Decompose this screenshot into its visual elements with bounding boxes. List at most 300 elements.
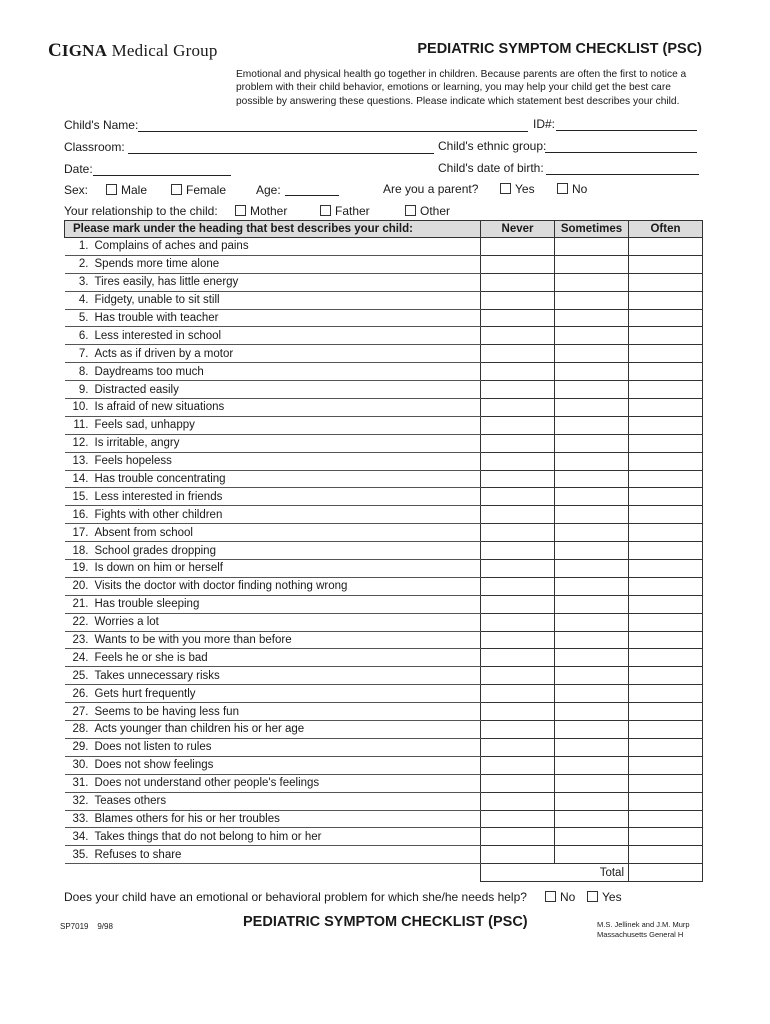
answer-cell-often[interactable]	[629, 810, 703, 828]
table-row	[65, 828, 703, 846]
item-number: 35.	[72, 848, 89, 861]
mother-option[interactable]	[235, 204, 287, 218]
id-label: ID#:	[533, 117, 556, 131]
answer-cell-often[interactable]	[629, 470, 703, 488]
form-code: SP7019 9/98	[60, 922, 113, 931]
answer-cell-often[interactable]	[629, 721, 703, 739]
item-number: 16.	[72, 508, 89, 521]
mother-label: Mother	[250, 204, 288, 218]
table-row	[65, 631, 703, 649]
symptom-item	[65, 238, 481, 256]
instruction-header: Please mark under the heading that best describes your child:	[65, 221, 481, 238]
answer-cell-never[interactable]	[481, 738, 555, 756]
answer-cell-often[interactable]	[629, 828, 703, 846]
answer-cell-sometimes[interactable]	[555, 524, 629, 542]
item-label: School grades dropping	[94, 544, 216, 557]
item-number: 32.	[72, 795, 89, 808]
item-number: 23.	[72, 634, 89, 647]
symptom-item	[65, 273, 481, 291]
answer-cell-sometimes[interactable]	[555, 381, 629, 399]
answer-cell-sometimes[interactable]	[555, 309, 629, 327]
answer-cell-often[interactable]	[629, 309, 703, 327]
table-row	[65, 810, 703, 828]
answer-cell-sometimes[interactable]	[555, 577, 629, 595]
table-row	[65, 774, 703, 792]
item-label: Feels he or she is bad	[94, 651, 208, 664]
answer-cell-sometimes[interactable]	[555, 255, 629, 273]
item-number: 3.	[78, 276, 89, 289]
item-number: 21.	[72, 598, 89, 611]
answer-cell-sometimes[interactable]	[555, 774, 629, 792]
answer-cell-sometimes[interactable]	[555, 560, 629, 578]
symptom-item	[65, 560, 481, 578]
answer-cell-sometimes[interactable]	[555, 685, 629, 703]
item-label: Spends more time alone	[94, 258, 220, 271]
answer-cell-never[interactable]	[481, 524, 555, 542]
help-yes-label: Yes	[602, 890, 622, 904]
id-field[interactable]	[556, 130, 697, 131]
answer-cell-never[interactable]	[481, 542, 555, 560]
answer-cell-never[interactable]	[481, 434, 555, 452]
item-label: Has trouble sleeping	[94, 598, 200, 611]
parent-question: Are you a parent?	[383, 182, 479, 196]
item-label: Gets hurt frequently	[94, 687, 196, 700]
item-label: Less interested in school	[94, 329, 222, 342]
table-row	[65, 238, 703, 256]
answer-cell-sometimes[interactable]	[555, 399, 629, 417]
symptom-item	[65, 506, 481, 524]
item-number: 14.	[72, 473, 89, 486]
parent-no-option[interactable]	[557, 182, 587, 196]
answer-cell-often[interactable]	[629, 434, 703, 452]
age-field[interactable]	[285, 195, 339, 196]
other-option[interactable]	[405, 204, 450, 218]
answer-cell-never[interactable]	[481, 273, 555, 291]
form-title: PEDIATRIC SYMPTOM CHECKLIST (PSC)	[417, 41, 702, 57]
symptom-item	[65, 756, 481, 774]
cigna-logo: CIGNA Medical Group	[48, 40, 218, 61]
symptom-item	[65, 703, 481, 721]
classroom-field[interactable]	[128, 153, 434, 154]
answer-cell-often[interactable]	[629, 613, 703, 631]
answer-cell-often[interactable]	[629, 792, 703, 810]
table-row	[65, 291, 703, 309]
answer-cell-never[interactable]	[481, 649, 555, 667]
answer-cell-often[interactable]	[629, 631, 703, 649]
answer-cell-often[interactable]	[629, 649, 703, 667]
item-label: Does not listen to rules	[94, 741, 212, 754]
table-row	[65, 667, 703, 685]
sex-label: Sex:	[64, 183, 89, 197]
answer-cell-often[interactable]	[629, 488, 703, 506]
table-header-row	[65, 221, 703, 238]
answer-cell-sometimes[interactable]	[555, 291, 629, 309]
answer-cell-sometimes[interactable]	[555, 649, 629, 667]
answer-cell-never[interactable]	[481, 309, 555, 327]
item-number: 12.	[72, 437, 89, 450]
answer-cell-sometimes[interactable]	[555, 828, 629, 846]
symptom-item	[65, 774, 481, 792]
answer-cell-often[interactable]	[629, 506, 703, 524]
symptom-item	[65, 488, 481, 506]
symptom-item	[65, 470, 481, 488]
item-label: Takes unnecessary risks	[94, 669, 220, 682]
help-no-label: No	[560, 890, 576, 904]
table-row	[65, 792, 703, 810]
item-number: 6.	[78, 329, 89, 342]
item-number: 29.	[72, 741, 89, 754]
table-row	[65, 416, 703, 434]
parent-yes-label: Yes	[515, 182, 535, 196]
item-label: Seems to be having less fun	[94, 705, 239, 718]
answer-cell-often[interactable]	[629, 255, 703, 273]
symptom-item	[65, 595, 481, 613]
male-label: Male	[121, 183, 148, 197]
symptom-item	[65, 399, 481, 417]
symptom-item	[65, 738, 481, 756]
answer-cell-never[interactable]	[481, 721, 555, 739]
answer-cell-often[interactable]	[629, 685, 703, 703]
answer-cell-never[interactable]	[481, 560, 555, 578]
answer-cell-never[interactable]	[481, 631, 555, 649]
item-number: 22.	[72, 616, 89, 629]
answer-cell-never[interactable]	[481, 577, 555, 595]
answer-cell-often[interactable]	[629, 345, 703, 363]
item-label: Fidgety, unable to sit still	[94, 294, 220, 307]
answer-cell-often[interactable]	[629, 524, 703, 542]
item-number: 4.	[78, 294, 89, 307]
table-row	[65, 613, 703, 631]
item-number: 33.	[72, 812, 89, 825]
answer-cell-never[interactable]	[481, 470, 555, 488]
item-number: 24.	[72, 651, 89, 664]
item-number: 31.	[72, 777, 89, 790]
answer-cell-never[interactable]	[481, 792, 555, 810]
item-number: 17.	[72, 526, 89, 539]
table-row	[65, 756, 703, 774]
item-label: Visits the doctor with doctor finding nothing wrong	[94, 580, 348, 593]
footer-title: PEDIATRIC SYMPTOM CHECKLIST (PSC)	[243, 914, 528, 930]
answer-cell-sometimes[interactable]	[555, 506, 629, 524]
other-label: Other	[420, 204, 451, 218]
symptom-item	[65, 613, 481, 631]
answer-cell-never[interactable]	[481, 595, 555, 613]
other-checkbox[interactable]	[405, 205, 416, 216]
father-label: Father	[335, 204, 370, 218]
answer-cell-sometimes[interactable]	[555, 846, 629, 864]
table-row	[65, 721, 703, 739]
child-name-field[interactable]	[138, 131, 528, 132]
item-label: Daydreams too much	[94, 365, 204, 378]
symptom-item	[65, 828, 481, 846]
answer-cell-never[interactable]	[481, 613, 555, 631]
symptom-table	[64, 220, 703, 882]
symptom-item	[65, 416, 481, 434]
answer-cell-sometimes[interactable]	[555, 810, 629, 828]
symptom-item	[65, 721, 481, 739]
column-often: Often	[629, 221, 703, 238]
item-number: 19.	[72, 562, 89, 575]
item-number: 26.	[72, 687, 89, 700]
item-number: 18.	[72, 544, 89, 557]
symptom-item	[65, 524, 481, 542]
symptom-item	[65, 542, 481, 560]
answer-cell-sometimes[interactable]	[555, 756, 629, 774]
answer-cell-never[interactable]	[481, 506, 555, 524]
table-row	[65, 345, 703, 363]
symptom-item	[65, 846, 481, 864]
item-label: Distracted easily	[94, 383, 179, 396]
answer-cell-often[interactable]	[629, 327, 703, 345]
item-label: Has trouble with teacher	[94, 312, 219, 324]
symptom-item	[65, 667, 481, 685]
answer-cell-sometimes[interactable]	[555, 434, 629, 452]
answer-cell-sometimes[interactable]	[555, 452, 629, 470]
item-label: Is down on him or herself	[94, 562, 223, 575]
classroom-label: Classroom:	[64, 140, 125, 154]
table-row	[65, 685, 703, 703]
parent-no-checkbox[interactable]	[557, 183, 568, 194]
table-row	[65, 399, 703, 417]
item-number: 27.	[72, 705, 89, 718]
answer-cell-often[interactable]	[629, 738, 703, 756]
symptom-item	[65, 291, 481, 309]
item-label: Teases others	[94, 795, 167, 808]
answer-cell-often[interactable]	[629, 542, 703, 560]
item-number: 7.	[78, 347, 89, 360]
father-option[interactable]	[320, 204, 370, 218]
table-row	[65, 560, 703, 578]
symptom-item	[65, 631, 481, 649]
ethnic-group-field[interactable]	[545, 152, 697, 153]
table-row	[65, 452, 703, 470]
credit-text: M.S. Jellinek and J.M. Murp Massachusetts General H	[597, 920, 690, 939]
answer-cell-sometimes[interactable]	[555, 416, 629, 434]
female-label: Female	[186, 183, 227, 197]
item-label: Acts younger than children his or her age	[94, 723, 305, 736]
column-sometimes: Sometimes	[555, 221, 629, 238]
answer-cell-sometimes[interactable]	[555, 238, 629, 256]
table-row	[65, 595, 703, 613]
form-date-code: 9/98	[97, 922, 113, 931]
answer-cell-never[interactable]	[481, 810, 555, 828]
dob-field[interactable]	[546, 174, 699, 175]
item-label: Refuses to share	[94, 848, 182, 861]
answer-cell-never[interactable]	[481, 399, 555, 417]
father-checkbox[interactable]	[320, 205, 331, 216]
date-label: Date:	[64, 162, 93, 176]
item-label: Does not show feelings	[94, 759, 214, 772]
symptom-item	[65, 434, 481, 452]
table-row	[65, 738, 703, 756]
answer-cell-sometimes[interactable]	[555, 703, 629, 721]
answer-cell-never[interactable]	[481, 488, 555, 506]
answer-cell-often[interactable]	[629, 363, 703, 381]
item-number: 2.	[78, 258, 89, 271]
answer-cell-often[interactable]	[629, 238, 703, 256]
answer-cell-often[interactable]	[629, 756, 703, 774]
item-number: 9.	[78, 383, 89, 396]
answer-cell-never[interactable]	[481, 291, 555, 309]
symptom-item	[65, 363, 481, 381]
answer-cell-never[interactable]	[481, 828, 555, 846]
symptom-item	[65, 345, 481, 363]
symptom-item	[65, 327, 481, 345]
answer-cell-often[interactable]	[629, 667, 703, 685]
item-label: Tires easily, has little energy	[94, 276, 239, 289]
parent-yes-option[interactable]	[500, 182, 535, 196]
answer-cell-sometimes[interactable]	[555, 738, 629, 756]
symptom-item	[65, 577, 481, 595]
answer-cell-often[interactable]	[629, 595, 703, 613]
table-row	[65, 577, 703, 595]
item-label: Feels hopeless	[94, 455, 172, 468]
help-no-option[interactable]	[545, 890, 575, 904]
total-label: Total	[481, 864, 629, 882]
answer-cell-sometimes[interactable]	[555, 631, 629, 649]
table-row	[65, 649, 703, 667]
answer-cell-never[interactable]	[481, 846, 555, 864]
table-row	[65, 488, 703, 506]
item-label: Complains of aches and pains	[94, 240, 249, 253]
item-number: 8.	[78, 365, 89, 378]
item-number: 5.	[78, 312, 89, 324]
item-number: 28.	[72, 723, 89, 736]
table-row	[65, 363, 703, 381]
item-label: Does not understand other people's feelings	[94, 777, 320, 790]
item-number: 13.	[72, 455, 89, 468]
answer-cell-sometimes[interactable]	[555, 667, 629, 685]
answer-cell-never[interactable]	[481, 685, 555, 703]
item-label: Feels sad, unhappy	[94, 419, 195, 432]
answer-cell-sometimes[interactable]	[555, 542, 629, 560]
answer-cell-sometimes[interactable]	[555, 792, 629, 810]
female-option[interactable]	[171, 183, 226, 197]
answer-cell-sometimes[interactable]	[555, 327, 629, 345]
item-label: Blames others for his or her troubles	[94, 812, 280, 825]
item-number: 30.	[72, 759, 89, 772]
answer-cell-never[interactable]	[481, 381, 555, 399]
table-row	[65, 255, 703, 273]
answer-cell-often[interactable]	[629, 399, 703, 417]
symptom-item	[65, 649, 481, 667]
item-number: 20.	[72, 580, 89, 593]
help-no-checkbox[interactable]	[545, 891, 556, 902]
table-row	[65, 470, 703, 488]
item-label: Takes things that do not belong to him or her	[94, 830, 322, 843]
item-number: 25.	[72, 669, 89, 682]
answer-cell-never[interactable]	[481, 667, 555, 685]
help-yes-checkbox[interactable]	[587, 891, 598, 902]
parent-no-label: No	[572, 182, 588, 196]
answer-cell-never[interactable]	[481, 452, 555, 470]
answer-cell-never[interactable]	[481, 345, 555, 363]
item-label: Is afraid of new situations	[94, 401, 225, 414]
item-label: Wants to be with you more than before	[94, 634, 292, 647]
answer-cell-often[interactable]	[629, 273, 703, 291]
table-row	[65, 309, 703, 327]
answer-cell-sometimes[interactable]	[555, 363, 629, 381]
help-question: Does your child have an emotional or behavioral problem for which she/he needs help?	[64, 890, 527, 904]
symptom-item	[65, 452, 481, 470]
mother-checkbox[interactable]	[235, 205, 246, 216]
answer-cell-sometimes[interactable]	[555, 721, 629, 739]
symptom-item	[65, 792, 481, 810]
table-row	[65, 703, 703, 721]
total-field[interactable]	[629, 864, 703, 882]
answer-cell-never[interactable]	[481, 416, 555, 434]
item-label: Absent from school	[94, 526, 193, 539]
answer-cell-often[interactable]	[629, 577, 703, 595]
table-row	[65, 524, 703, 542]
table-row	[65, 381, 703, 399]
dob-label: Child's date of birth:	[438, 161, 544, 175]
item-label: Less interested in friends	[94, 490, 223, 503]
item-label: Is irritable, angry	[94, 437, 180, 450]
answer-cell-often[interactable]	[629, 703, 703, 721]
answer-cell-often[interactable]	[629, 291, 703, 309]
symptom-item	[65, 810, 481, 828]
answer-cell-never[interactable]	[481, 238, 555, 256]
table-row	[65, 273, 703, 291]
relationship-label: Your relationship to the child:	[64, 204, 218, 218]
column-never: Never	[481, 221, 555, 238]
answer-cell-never[interactable]	[481, 363, 555, 381]
table-row	[65, 542, 703, 560]
answer-cell-often[interactable]	[629, 452, 703, 470]
table-row	[65, 846, 703, 864]
item-number: 1.	[78, 240, 89, 253]
answer-cell-often[interactable]	[629, 846, 703, 864]
parent-yes-checkbox[interactable]	[500, 183, 511, 194]
item-number: 10.	[72, 401, 89, 414]
help-yes-option[interactable]	[587, 890, 622, 904]
total-row	[65, 864, 703, 882]
answer-cell-sometimes[interactable]	[555, 345, 629, 363]
female-checkbox[interactable]	[171, 184, 182, 195]
table-row	[65, 506, 703, 524]
answer-cell-never[interactable]	[481, 255, 555, 273]
male-option[interactable]	[106, 183, 147, 197]
symptom-item	[65, 685, 481, 703]
item-number: 34.	[72, 830, 89, 843]
answer-cell-sometimes[interactable]	[555, 488, 629, 506]
male-checkbox[interactable]	[106, 184, 117, 195]
item-number: 15.	[72, 490, 89, 503]
table-row	[65, 434, 703, 452]
answer-cell-never[interactable]	[481, 703, 555, 721]
item-label: Fights with other children	[94, 508, 223, 521]
date-field[interactable]	[93, 175, 231, 176]
table-row	[65, 327, 703, 345]
answer-cell-often[interactable]	[629, 774, 703, 792]
answer-cell-sometimes[interactable]	[555, 613, 629, 631]
answer-cell-often[interactable]	[629, 560, 703, 578]
answer-cell-sometimes[interactable]	[555, 470, 629, 488]
answer-cell-sometimes[interactable]	[555, 273, 629, 291]
answer-cell-sometimes[interactable]	[555, 595, 629, 613]
item-label: Has trouble concentrating	[94, 473, 226, 486]
symptom-item	[65, 309, 481, 327]
answer-cell-never[interactable]	[481, 756, 555, 774]
answer-cell-never[interactable]	[481, 327, 555, 345]
item-number: 11.	[73, 419, 89, 432]
answer-cell-often[interactable]	[629, 416, 703, 434]
answer-cell-often[interactable]	[629, 381, 703, 399]
child-name-label: Child's Name:	[64, 118, 139, 132]
answer-cell-never[interactable]	[481, 774, 555, 792]
age-label: Age:	[256, 183, 281, 197]
